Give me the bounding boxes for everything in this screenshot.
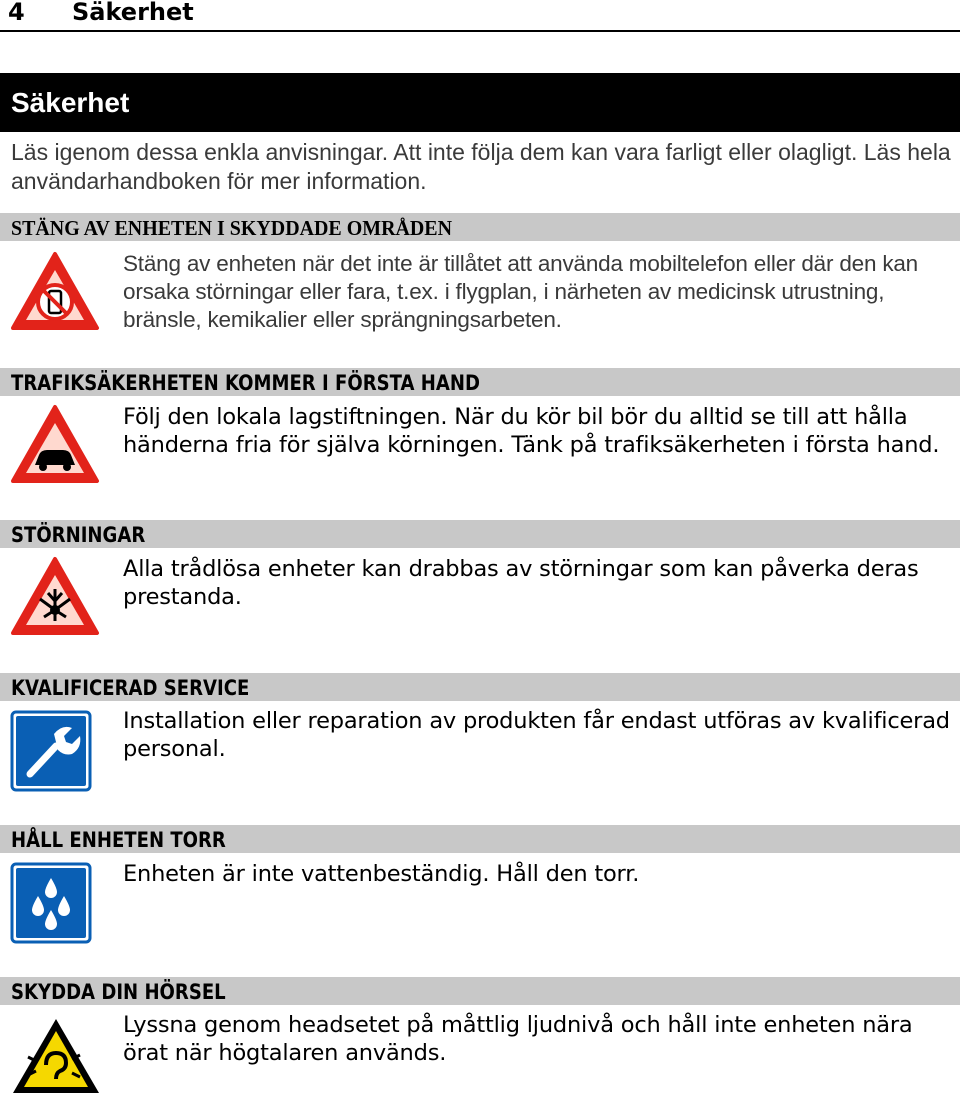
page-header	[0, 0, 960, 32]
page-number: 4	[8, 0, 25, 26]
section-title: SKYDDA DIN HÖRSEL	[11, 980, 226, 1004]
section-text: Stäng av enheten när det inte är tillåtet att använda mobiltelefon eller där den kan orsaka störningar eller fara, t.ex. i flygplan, i närheten av medicinsk utrustning, bränsle, kemikalier eller sprängningsarbeten.	[123, 251, 918, 332]
chapter-title: Säkerhet	[11, 87, 130, 118]
section-title: TRAFIKSÄKERHETEN KOMMER I FÖRSTA HAND	[11, 371, 480, 395]
section-text: Enheten är inte vattenbeständig. Håll den torr.	[123, 861, 640, 887]
section-title: HÅLL ENHETEN TORR	[11, 828, 226, 852]
section-title: STÖRNINGAR	[11, 523, 146, 547]
section-header-keep-dry	[0, 825, 960, 853]
intro-paragraph: Läs igenom dessa enkla anvisningar. Att inte följa dem kan vara farligt eller olagligt. Läs hela användarhandboken för mer information.	[11, 139, 951, 194]
section-header-road-safety	[0, 368, 960, 396]
section-header-switch-off	[0, 213, 960, 241]
section-text: Alla trådlösa enheter kan drabbas av störningar som kan påverka deras prestanda.	[123, 556, 919, 610]
car-warning-icon	[10, 403, 100, 490]
chapter-title-bar	[0, 73, 960, 132]
section-title: STÄNG AV ENHETEN I SKYDDADE OMRÅDEN	[11, 216, 453, 240]
section-header-protect-hearing	[0, 977, 960, 1005]
section-text: Lyssna genom headsetet på måttlig ljudnivå och håll inte enheten nära örat när högtalaren används.	[123, 1012, 913, 1066]
interference-warning-icon	[10, 555, 100, 642]
section-header-qualified-service	[0, 673, 960, 701]
section-text: Följ den lokala lagstiftningen. När du kör bil bör du alltid se till att hålla händerna fria för själva körningen. Tänk på trafiksäkerheten i första hand.	[123, 404, 940, 458]
hearing-warning-icon	[10, 1015, 102, 1102]
water-drops-icon	[10, 862, 92, 949]
running-header-label: Säkerhet	[72, 0, 194, 26]
wrench-icon	[10, 710, 92, 797]
section-title: KVALIFICERAD SERVICE	[11, 676, 250, 700]
phone-prohibited-icon	[10, 250, 100, 337]
section-text: Installation eller reparation av produkten får endast utföras av kvalificerad personal.	[123, 708, 950, 762]
section-header-interference	[0, 520, 960, 548]
